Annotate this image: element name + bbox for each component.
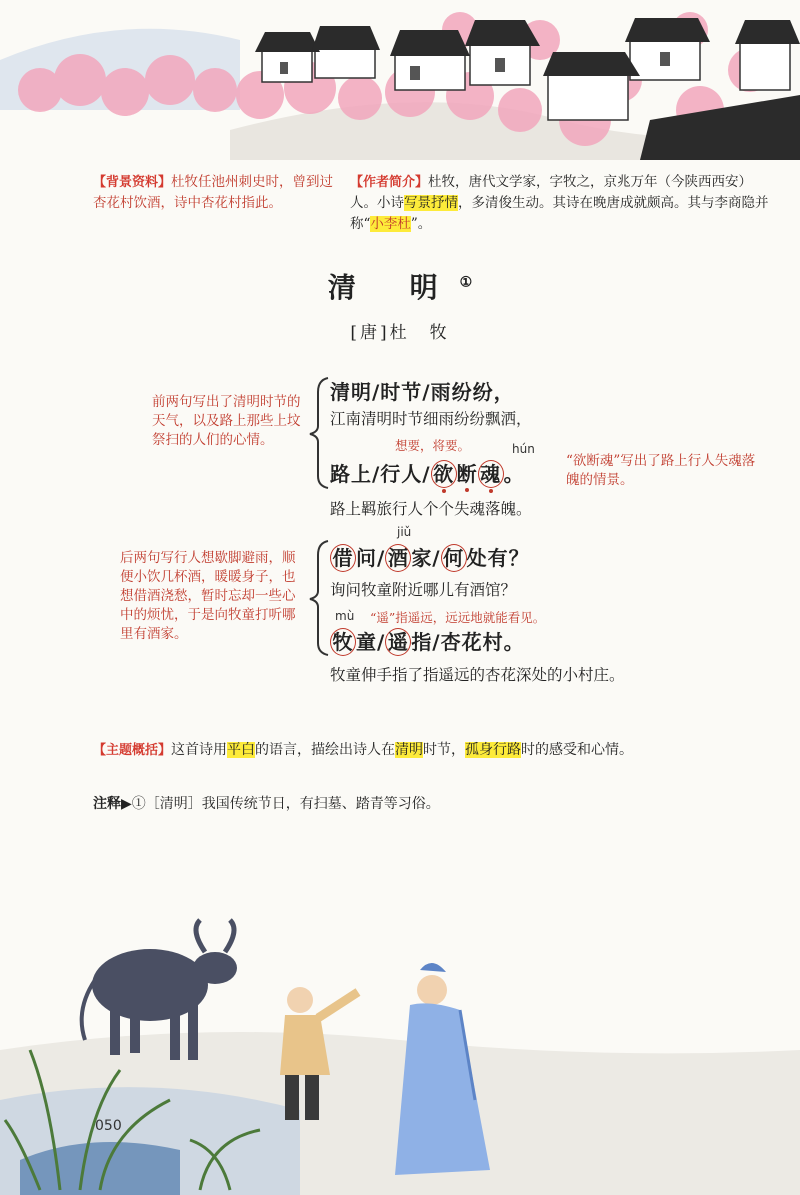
line-3-part-f: 处有？ <box>466 546 530 570</box>
poem-line-3-translation: 询问牧童附近哪儿有酒馆？ <box>330 581 517 599</box>
background-text: 杜牧任池州刺史时，曾到过杏花村饮酒，诗中杏花村指此。 <box>93 174 334 211</box>
line-2-pinyin: hún <box>512 442 535 456</box>
author-intro-highlight-b: 小李杜 <box>370 216 411 232</box>
theme-text-c: 时节， <box>423 742 466 758</box>
author-intro-tag: 【作者简介】 <box>350 175 429 190</box>
banner-illustration <box>0 0 800 160</box>
poem-footnote-mark: ① <box>459 274 473 291</box>
line-2-char-dotted: 断 <box>456 462 478 486</box>
author-intro-text-c: ”。 <box>410 216 432 232</box>
line-4-char-circled-2: 遥 <box>385 628 411 656</box>
poem-line-2 <box>330 458 525 488</box>
poem-author: [唐]杜 牧 <box>350 323 450 343</box>
footnote-label: 注释▶ <box>93 796 132 812</box>
poem-line-4-translation: 牧童伸手指了指遥远的杏花深处的小村庄。 <box>330 666 625 684</box>
side-note-second: 后两句写行人想歇脚避雨，顺便小饮几杯酒，暖暖身子，也想借酒浇愁，暂时忘却一些心中的烦忧，于是向牧童打听哪里有酒家。 <box>120 550 296 642</box>
line-4-part-d: 指/杏花村。 <box>411 630 525 654</box>
line-3-char-circled: 借 <box>330 544 356 572</box>
footnote <box>93 793 440 813</box>
line-2-part-e: 。 <box>503 462 525 486</box>
poem-line-1: 清明/时节/雨纷纷， <box>330 380 515 404</box>
line-3-char-circled-2: 酒 <box>385 544 411 572</box>
line-3-pinyin: jiǔ <box>397 525 412 539</box>
theme-tag: 【主题概括】 <box>93 743 172 758</box>
poem-line-2-translation: 路上羁旅行人个个失魂落魄。 <box>330 500 532 518</box>
author-intro-text-b: ，多清俊生动。其诗在晚唐成就颇高。其与李商隐并称“ <box>350 195 769 232</box>
theme-highlight-a: 平白 <box>227 742 256 758</box>
author-intro <box>350 172 770 235</box>
line-4-gloss: “遥”指遥远，远远地就能看见。 <box>370 610 546 625</box>
line-2-part-a: 路上/行人/ <box>330 462 431 486</box>
background-tag: 【背景资料】 <box>93 175 172 190</box>
line-4-pinyin: mù <box>335 609 355 623</box>
poem-line-1-translation: 江南清明时节细雨纷纷飘洒， <box>330 410 532 428</box>
line-3-part-d: 家/ <box>411 546 441 570</box>
line-2-char-circled-2: 魂 <box>478 460 504 488</box>
poem-line-3 <box>330 542 530 572</box>
scene-illustration <box>0 900 800 1195</box>
background-info <box>93 172 333 214</box>
line-2-gloss: 想要，将要。 <box>395 438 471 453</box>
theme-highlight-b: 清明 <box>395 742 424 758</box>
page-number: 050 <box>95 1118 122 1134</box>
line-4-char-circled: 牧 <box>330 628 356 656</box>
theme-highlight-c: 孤身行路 <box>465 742 522 758</box>
line-2-char-circled: 欲 <box>431 460 457 488</box>
poem-title-text: 清 明 <box>327 271 460 304</box>
line-4-part-b: 童/ <box>356 630 386 654</box>
line-3-char-circled-3: 何 <box>441 544 467 572</box>
poem-line-4 <box>330 626 525 656</box>
side-note-first: 前两句写出了清明时节的天气，以及路上那些上坟祭扫的人们的心情。 <box>152 394 301 448</box>
author-intro-highlight-a: 写景抒情 <box>404 195 458 211</box>
footnote-text: ①［清明］我国传统节日，有扫墓、踏青等习俗。 <box>131 796 440 812</box>
line-2-annotation: “欲断魂”写出了路上行人失魂落魄的情景。 <box>566 453 756 488</box>
theme-text-b: 的语言，描绘出诗人在 <box>255 742 396 758</box>
poem-title <box>0 266 800 306</box>
line-3-part-b: 问/ <box>356 546 386 570</box>
author-intro-text-a: 杜牧，唐代文学家，字牧之，京兆万年（今陕西西安）人。小诗 <box>350 174 753 211</box>
theme-summary <box>93 739 773 759</box>
theme-text-a: 这首诗用 <box>171 742 228 758</box>
theme-text-d: 时的感受和心情。 <box>521 742 634 758</box>
